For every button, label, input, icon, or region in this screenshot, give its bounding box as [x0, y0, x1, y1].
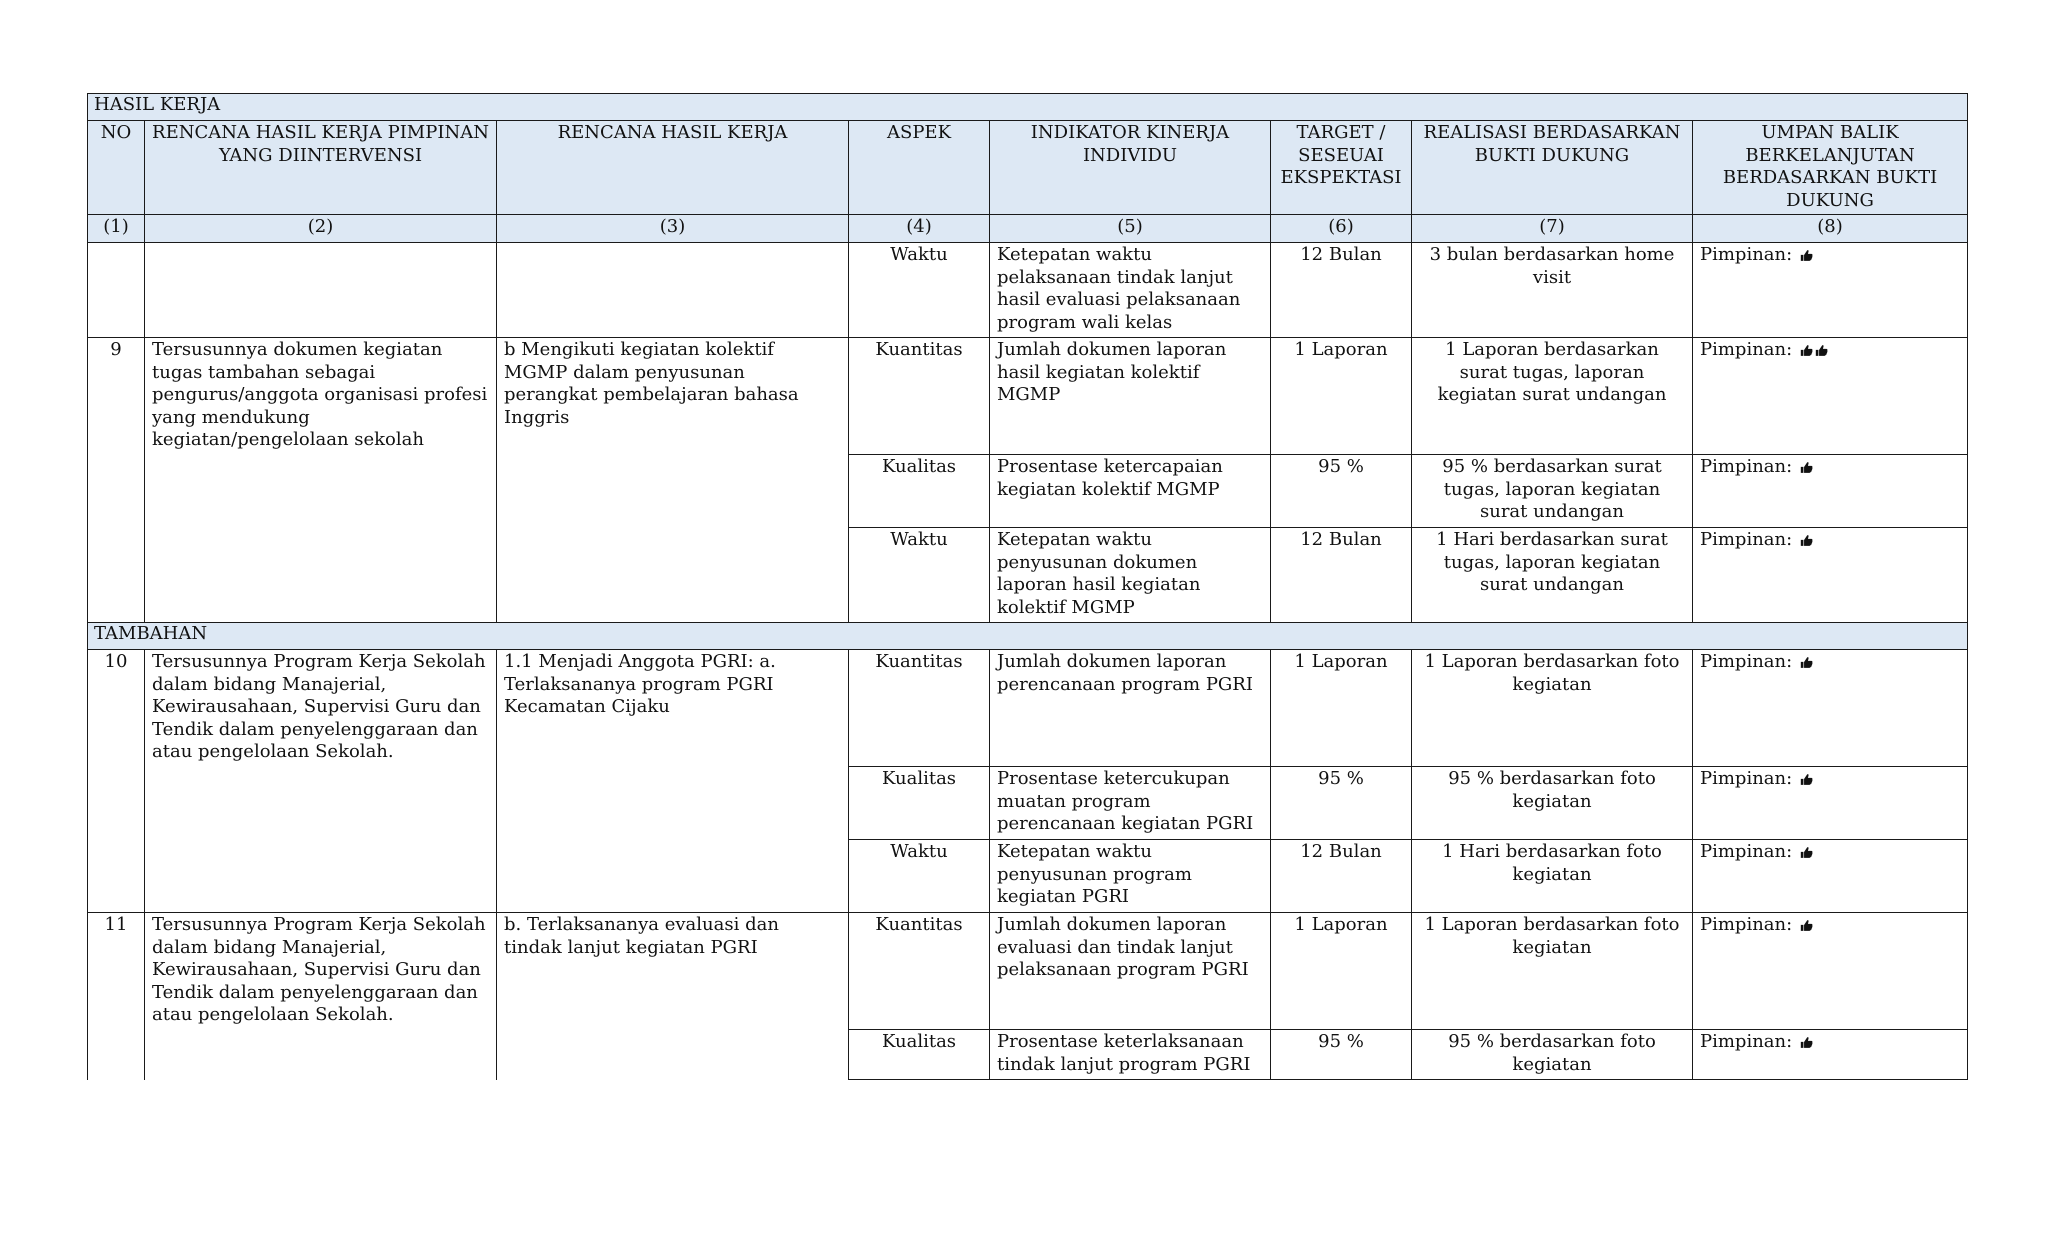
thumbs-up-hand-icon[interactable] — [1800, 344, 1813, 357]
thumbs-up-hand-icon[interactable] — [1800, 773, 1813, 786]
cell-umpan-balik — [1693, 840, 1968, 913]
cell-aspek: Kuantitas — [849, 913, 990, 1030]
cell-indikator: Prosentase ketercukupan muatan program perencanaan kegiatan PGRI — [990, 767, 1271, 840]
cell-indikator: Jumlah dokumen laporan hasil kegiatan kolektif MGMP — [990, 338, 1271, 455]
thumbs-up-hand-icon[interactable] — [1800, 534, 1813, 547]
column-number: (3) — [497, 215, 849, 243]
section-title-tambahan: TAMBAHAN — [88, 623, 1968, 650]
column-number-row — [88, 215, 1968, 243]
header-rencana-pimpinan: RENCANA HASIL KERJA PIMPINAN YANG DIINTERVENSI — [145, 121, 497, 215]
feedback-label: Pimpinan: — [1700, 914, 1793, 935]
cell-umpan-balik — [1693, 767, 1968, 840]
feedback-label: Pimpinan: — [1700, 339, 1793, 360]
thumbs-up-hand-icon[interactable] — [1800, 249, 1813, 262]
cell-no: 11 — [88, 913, 145, 1080]
feedback-label: Pimpinan: — [1700, 244, 1793, 265]
cell-target: 1 Laporan — [1271, 913, 1412, 1030]
cell-indikator: Jumlah dokumen laporan evaluasi dan tindak lanjut pelaksanaan program PGRI — [990, 913, 1271, 1030]
table-row — [88, 913, 1968, 1030]
feedback-label: Pimpinan: — [1700, 651, 1793, 672]
cell-realisasi: 95 % berdasarkan surat tugas, laporan kegiatan surat undangan — [1412, 455, 1693, 528]
table-row — [88, 243, 1968, 338]
cell-realisasi: 1 Hari berdasarkan foto kegiatan — [1412, 840, 1693, 913]
header-no: NO — [88, 121, 145, 215]
cell-rencana-pimpinan: Tersusunnya Program Kerja Sekolah dalam bidang Manajerial, Kewirausahaan, Supervisi Guru dan Tendik dalam penyelenggaraan dan atau pengelolaan Sekolah. — [145, 650, 497, 913]
cell-no — [88, 243, 145, 338]
feedback-label: Pimpinan: — [1700, 529, 1793, 550]
feedback-label: Pimpinan: — [1700, 841, 1793, 862]
thumbs-up-hand-icon[interactable] — [1815, 344, 1828, 357]
column-number: (2) — [145, 215, 497, 243]
cell-realisasi: 1 Hari berdasarkan surat tugas, laporan kegiatan surat undangan — [1412, 528, 1693, 623]
cell-umpan-balik — [1693, 650, 1968, 767]
thumbs-up-hand-icon[interactable] — [1800, 1036, 1813, 1049]
cell-realisasi: 3 bulan berdasarkan home visit — [1412, 243, 1693, 338]
cell-indikator: Prosentase keterlaksanaan tindak lanjut program PGRI — [990, 1030, 1271, 1080]
header-rencana: RENCANA HASIL KERJA — [497, 121, 849, 215]
column-number: (1) — [88, 215, 145, 243]
cell-rencana — [497, 243, 849, 338]
cell-aspek: Waktu — [849, 528, 990, 623]
column-number: (5) — [990, 215, 1271, 243]
thumbs-up-hand-icon[interactable] — [1800, 846, 1813, 859]
cell-rencana-pimpinan — [145, 243, 497, 338]
header-indikator: INDIKATOR KINERJA INDIVIDU — [990, 121, 1271, 215]
cell-indikator: Prosentase ketercapaian kegiatan kolektif MGMP — [990, 455, 1271, 528]
header-aspek: ASPEK — [849, 121, 990, 215]
cell-umpan-balik — [1693, 528, 1968, 623]
cell-target: 95 % — [1271, 1030, 1412, 1080]
feedback-label: Pimpinan: — [1700, 456, 1793, 477]
cell-target: 1 Laporan — [1271, 338, 1412, 455]
cell-aspek: Waktu — [849, 840, 990, 913]
cell-aspek: Kuantitas — [849, 338, 990, 455]
section-hasil-kerja — [88, 94, 1968, 121]
cell-umpan-balik — [1693, 1030, 1968, 1080]
column-number: (8) — [1693, 215, 1968, 243]
section-tambahan — [88, 623, 1968, 650]
cell-rencana: b. Terlaksananya evaluasi dan tindak lanjut kegiatan PGRI — [497, 913, 849, 1080]
cell-umpan-balik — [1693, 455, 1968, 528]
column-number: (6) — [1271, 215, 1412, 243]
thumbs-up-hand-icon[interactable] — [1800, 461, 1813, 474]
cell-target: 12 Bulan — [1271, 528, 1412, 623]
cell-realisasi: 1 Laporan berdasarkan foto kegiatan — [1412, 913, 1693, 1030]
performance-table — [87, 93, 1968, 1080]
cell-target: 1 Laporan — [1271, 650, 1412, 767]
table-row — [88, 338, 1968, 455]
feedback-label: Pimpinan: — [1700, 768, 1793, 789]
cell-aspek: Waktu — [849, 243, 990, 338]
table-row — [88, 650, 1968, 767]
cell-umpan-balik — [1693, 243, 1968, 338]
cell-rencana: b Mengikuti kegiatan kolektif MGMP dalam penyusunan perangkat pembelajaran bahasa Inggris — [497, 338, 849, 623]
cell-no: 9 — [88, 338, 145, 623]
cell-aspek: Kuantitas — [849, 650, 990, 767]
cell-no: 10 — [88, 650, 145, 913]
header-target: TARGET / SESEUAI EKSPEKTASI — [1271, 121, 1412, 215]
cell-realisasi: 95 % berdasarkan foto kegiatan — [1412, 767, 1693, 840]
column-number: (4) — [849, 215, 990, 243]
header-realisasi: REALISASI BERDASARKAN BUKTI DUKUNG — [1412, 121, 1693, 215]
cell-target: 12 Bulan — [1271, 243, 1412, 338]
header-umpan-balik: UMPAN BALIK BERKELANJUTAN BERDASARKAN BUKTI DUKUNG — [1693, 121, 1968, 215]
cell-indikator: Jumlah dokumen laporan perencanaan program PGRI — [990, 650, 1271, 767]
thumbs-up-hand-icon[interactable] — [1800, 919, 1813, 932]
column-number: (7) — [1412, 215, 1693, 243]
cell-indikator: Ketepatan waktu penyusunan dokumen laporan hasil kegiatan kolektif MGMP — [990, 528, 1271, 623]
feedback-label: Pimpinan: — [1700, 1031, 1793, 1052]
cell-target: 95 % — [1271, 455, 1412, 528]
cell-rencana: 1.1 Menjadi Anggota PGRI: a. Terlaksananya program PGRI Kecamatan Cijaku — [497, 650, 849, 913]
cell-target: 95 % — [1271, 767, 1412, 840]
cell-umpan-balik — [1693, 338, 1968, 455]
cell-target: 12 Bulan — [1271, 840, 1412, 913]
cell-umpan-balik — [1693, 913, 1968, 1030]
table-header-row — [88, 121, 1968, 215]
cell-indikator: Ketepatan waktu pelaksanaan tindak lanjut hasil evaluasi pelaksanaan program wali kelas — [990, 243, 1271, 338]
cell-indikator: Ketepatan waktu penyusunan program kegiatan PGRI — [990, 840, 1271, 913]
cell-realisasi: 1 Laporan berdasarkan surat tugas, laporan kegiatan surat undangan — [1412, 338, 1693, 455]
cell-realisasi: 95 % berdasarkan foto kegiatan — [1412, 1030, 1693, 1080]
cell-aspek: Kualitas — [849, 767, 990, 840]
cell-aspek: Kualitas — [849, 455, 990, 528]
thumbs-up-hand-icon[interactable] — [1800, 656, 1813, 669]
cell-rencana-pimpinan: Tersusunnya dokumen kegiatan tugas tambahan sebagai pengurus/anggota organisasi profesi yang mendukung kegiatan/pengelolaan sekolah — [145, 338, 497, 623]
cell-aspek: Kualitas — [849, 1030, 990, 1080]
section-title-hasil-kerja: HASIL KERJA — [88, 94, 1968, 121]
cell-realisasi: 1 Laporan berdasarkan foto kegiatan — [1412, 650, 1693, 767]
cell-rencana-pimpinan: Tersusunnya Program Kerja Sekolah dalam bidang Manajerial, Kewirausahaan, Supervisi Guru dan Tendik dalam penyelenggaraan dan atau pengelolaan Sekolah. — [145, 913, 497, 1080]
